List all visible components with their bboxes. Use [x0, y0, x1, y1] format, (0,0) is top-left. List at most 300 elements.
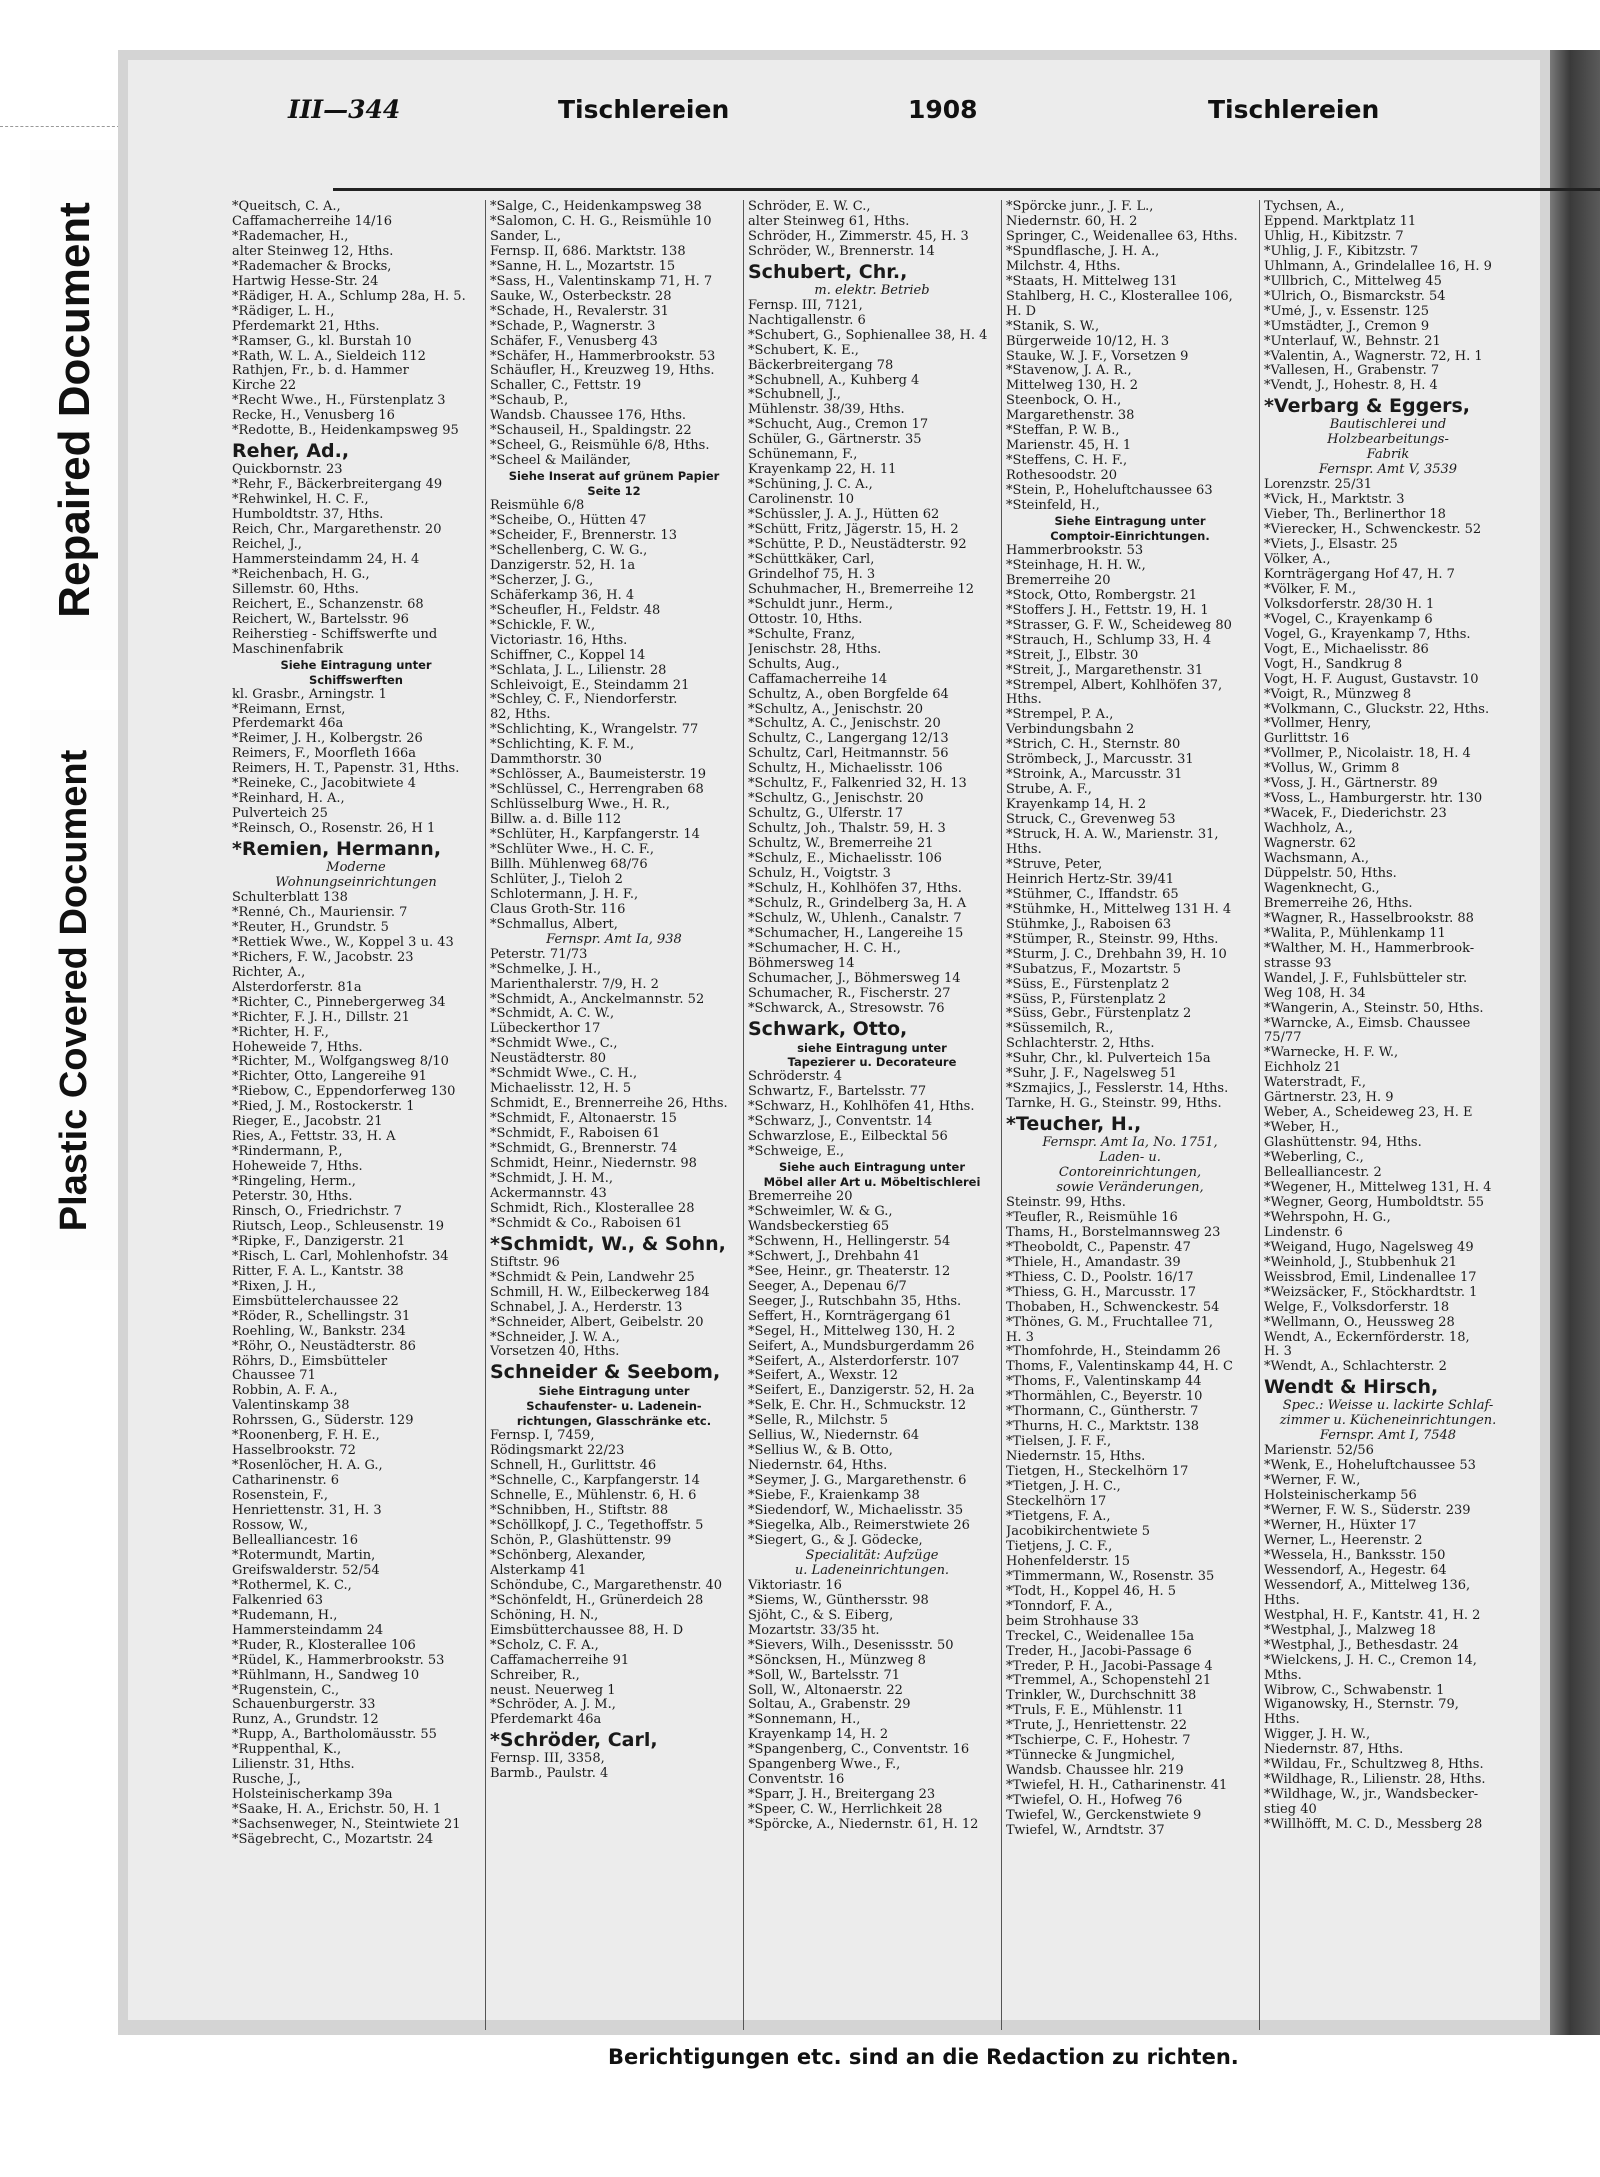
directory-entry: *Umstädter, J., Cremon 9 [1264, 319, 1430, 334]
directory-entry: *Wangerin, A., Steinstr. 50, Hths. [1264, 1001, 1484, 1016]
footer-note: Berichtigungen etc. sind an die Redaction zu richten. [608, 2045, 1239, 2069]
directory-entry: Steenbock, O. H., [1006, 394, 1122, 409]
directory-entry: Springer, C., Weidenallee 63, Hths. [1006, 229, 1238, 244]
directory-entry: Dammthorstr. 30 [490, 753, 602, 768]
directory-entry: *Schlüssel, C., Herrengraben 68 [490, 783, 704, 798]
directory-entry: Hths. [1006, 842, 1042, 857]
directory-entry: Michaelisstr. 12, H. 5 [490, 1082, 632, 1097]
directory-entry: *Ruder, R., Klosterallee 106 [232, 1638, 416, 1653]
directory-entry: *Ulrich, O., Bismarckstr. 54 [1264, 289, 1446, 304]
directory-entry: Fernsp. III, 3358, [490, 1752, 605, 1767]
directory-entry: Alsterkamp 41 [490, 1563, 587, 1578]
directory-entry: *Wacek, F., Diederichstr. 23 [1264, 807, 1447, 822]
directory-entry: Rossow, W., [232, 1519, 308, 1534]
directory-entry: Struck, C., Grevenweg 53 [1006, 813, 1176, 828]
directory-entry: Schmidt, Heinr., Niedernstr. 98 [490, 1157, 697, 1171]
directory-entry: *Rath, W. L. A., Sieldeich 112 [232, 349, 426, 364]
directory-entry: alter Steinweg 12, Hths. [232, 244, 394, 259]
directory-entry: *Rosenlöcher, H. A. G., [232, 1459, 383, 1474]
directory-entry: *Stavenow, J. A. R., [1006, 364, 1132, 379]
directory-entry: *Wellmann, O., Heussweg 28 [1264, 1315, 1455, 1330]
directory-entry: Vogt, H. F. August, Gustavstr. 10 [1264, 672, 1479, 687]
directory-entry: Margarethenstr. 38 [1006, 409, 1135, 424]
directory-entry: *Schubnell, J., [748, 388, 841, 403]
directory-entry: Holsteinischerkamp 56 [1264, 1489, 1417, 1504]
directory-entry: Schöning, H. N., [490, 1608, 599, 1623]
directory-entry: Stauke, W. J. F., Vorsetzen 9 [1006, 349, 1189, 364]
directory-entry: Fernspr. Amt V, 3539 [1318, 463, 1458, 478]
directory-entry: *Schley, C. F., Niendorferstr. [490, 693, 678, 708]
directory-entry: Pferdemarkt 46a [232, 717, 344, 732]
directory-entry: *Redotte, B., Heidenkampsweg 95 [232, 424, 459, 439]
directory-entry: *Rindermann, P., [232, 1145, 343, 1160]
cross-reference-note: Tapezierer u. Decorateure [787, 1055, 957, 1070]
directory-entry: Riutsch, Leop., Schleusenstr. 19 [232, 1219, 445, 1234]
plastic-covered-label-box [30, 710, 120, 1270]
directory-entry: Seifert, A., Mundsburgerdamm 26 [748, 1339, 975, 1354]
directory-entry: Schuhmacher, H., Bremerreihe 12 [748, 582, 975, 597]
directory-entry: Schultz, Carl, Heitmannstr. 56 [748, 747, 949, 762]
directory-entry: Thobaben, H., Schwenckestr. 54 [1006, 1300, 1220, 1315]
directory-entry: *Strich, C. H., Sternstr. 80 [1006, 738, 1181, 753]
directory-entry: *Schulz, E., Michaelisstr. 106 [748, 852, 942, 867]
directory-entry: *Schäfer, H., Hammerbrookstr. 53 [490, 349, 716, 364]
directory-entry: Mozartstr. 33/35 ht. [748, 1623, 880, 1638]
directory-entry: Hths. [1264, 1713, 1300, 1728]
directory-entry: *Sonnemann, H., [748, 1713, 861, 1728]
directory-entry: Marienthalerstr. 7/9, H. 2 [490, 977, 659, 992]
directory-entry: Tychsen, A., [1264, 200, 1345, 214]
directory-entry: Völker, A., [1264, 552, 1331, 567]
directory-entry: *Ruppenthal, K., [232, 1743, 342, 1758]
directory-entry: *Schneider, J. W. A., [490, 1330, 620, 1345]
directory-entry: Peterstr. 71/73 [490, 947, 588, 962]
directory-entry: H. D [1006, 304, 1037, 319]
directory-entry: 75/77 [1264, 1031, 1302, 1046]
directory-entry: *Reinhard, H. A., [232, 792, 345, 807]
directory-entry: *Twiefel, O. H., Hofweg 76 [1006, 1794, 1183, 1809]
directory-entry: *Stümper, R., Steinstr. 99, Hths. [1006, 932, 1219, 947]
directory-entry: *Thönes, G. M., Fruchtallee 71, [1006, 1315, 1214, 1330]
directory-entry: Böhmersweg 14 [748, 956, 855, 971]
directory-entry: Eichholz 21 [1264, 1061, 1342, 1076]
business-heading: Wendt & Hirsch, [1264, 1376, 1439, 1399]
directory-entry: *Reuter, H., Grundstr. 5 [232, 920, 389, 935]
directory-entry: *Schlüter, H., Karpfangerstr. 14 [490, 828, 700, 843]
directory-entry: Caffamacherreihe 14 [748, 672, 888, 687]
directory-entry: *Schmelke, J. H., [490, 962, 602, 977]
directory-entry: *Scholz, C. F. A., [490, 1638, 599, 1653]
directory-entry: *Wegener, H., Mittelweg 131, H. 4 [1264, 1181, 1492, 1195]
directory-entry: *Seifert, A., Wexstr. 12 [748, 1369, 899, 1384]
directory-entry: 82, Hths. [490, 708, 551, 723]
directory-entry: *Siegelka, Alb., Reimerstwiete 26 [748, 1519, 970, 1534]
directory-entry: *Schickle, F. W., [490, 618, 596, 633]
directory-entry: *Schwarz, J., Conventstr. 14 [748, 1115, 933, 1130]
directory-entry: Kornträgergang Hof 47, H. 7 [1264, 567, 1455, 582]
directory-entry: Lilienstr. 31, Hths. [232, 1758, 355, 1773]
directory-entry: *Scheibe, O., Hütten 47 [490, 514, 647, 529]
directory-entry: Schultz, Joh., Thalstr. 59, H. 3 [748, 822, 946, 837]
directory-entry: *Schellenberg, C. W. G., [490, 543, 648, 558]
directory-entry: *Wegner, Georg, Humboldtstr. 55 [1264, 1195, 1485, 1210]
directory-entry: Pulverteich 25 [232, 807, 328, 822]
book-spine [1550, 50, 1600, 2035]
directory-entry: *Scheel & Mailänder, [490, 454, 631, 469]
directory-entry: *Unterlauf, W., Behnstr. 21 [1264, 334, 1441, 349]
directory-entry: Danzigerstr. 52, H. 1a [490, 558, 636, 573]
directory-entry: *Scheel, G., Reismühle 6/8, Hths. [490, 439, 710, 454]
directory-entry: Moderne [326, 861, 386, 876]
directory-entry: *Salomon, C. H. G., Reismühle 10 [490, 214, 712, 229]
directory-entry: Bürgerweide 10/12, H. 3 [1006, 334, 1170, 349]
directory-entry: *Wendt, A., Schlachterstr. 2 [1264, 1360, 1447, 1375]
directory-entry: *Scherzer, J. G., [490, 573, 594, 588]
directory-entry: Fernspr. Amt I, 7548 [1319, 1429, 1457, 1444]
directory-entry: *Strempel, P. A., [1006, 708, 1114, 723]
directory-entry: *Voss, J. H., Gärtnerstr. 89 [1264, 777, 1438, 792]
directory-entry: Sauke, W., Osterbeckstr. 28 [490, 289, 672, 304]
directory-entry: *Thormann, C., Güntherstr. 7 [1006, 1405, 1199, 1420]
cross-reference-note: Comptoir-Einrichtungen. [1050, 528, 1210, 543]
directory-entry: *Thomfohrde, H., Steindamm 26 [1006, 1345, 1221, 1360]
directory-entry: Schultz, A., oben Borgfelde 64 [748, 687, 949, 702]
directory-entry: *Sanne, H. L., Mozartstr. 15 [490, 259, 676, 274]
directory-entry: Marienstr. 52/56 [1264, 1444, 1374, 1459]
directory-entry: *Theoboldt, C., Papenstr. 47 [1006, 1240, 1191, 1255]
directory-entry: *Rugenstein, C., [232, 1683, 340, 1698]
directory-entry: *Schulte, Franz, [748, 627, 856, 642]
directory-entry: Wandsb. Chaussee 176, Hths. [490, 409, 687, 424]
directory-entry: *Westphal, J., Malzweg 18 [1264, 1623, 1436, 1638]
directory-entry: Specialität: Aufzüge [805, 1548, 939, 1563]
directory-entry: *Wehrspohn, H. G., [1264, 1210, 1391, 1225]
directory-entry: Tarnke, H. G., Steinstr. 99, Hths. [1006, 1097, 1222, 1112]
directory-entry: Wagenknecht, G., [1264, 881, 1380, 896]
directory-entry: Krayenkamp 14, H. 2 [748, 1728, 889, 1743]
directory-entry: Rieger, E., Jacobstr. 21 [232, 1115, 383, 1130]
directory-entry: Seeger, A., Depenau 6/7 [748, 1279, 907, 1294]
directory-entry: Rohrssen, G., Süderstr. 129 [232, 1414, 414, 1429]
plastic-covered-label: Plastic Covered Document [53, 749, 96, 1231]
directory-entry: Schäufler, H., Kreuzweg 19, Hths. [490, 364, 715, 379]
directory-entry: *Riebow, C., Eppendorferweg 130 [232, 1085, 456, 1100]
directory-entry: Niedernstr. 15, Hths. [1006, 1450, 1146, 1465]
directory-entry: *Timmermann, W., Rosenstr. 35 [1006, 1569, 1215, 1584]
cross-reference-note: Möbel aller Art u. Möbeltischlerei [763, 1175, 981, 1190]
directory-entry: Fabrik [1366, 448, 1410, 463]
cross-reference-note: richtungen, Glasschränke etc. [516, 1414, 712, 1429]
directory-entry: *Tielsen, J. F. F., [1006, 1435, 1112, 1450]
directory-entry: *Tietgens, F. A., [1006, 1509, 1111, 1524]
directory-entry: *Vollmer, Henry, [1264, 717, 1372, 732]
directory-entry: *Schütt, Fritz, Jägerstr. 15, H. 2 [748, 523, 959, 538]
directory-entry: Strube, A. F., [1006, 783, 1092, 798]
header-rule [333, 188, 1600, 191]
directory-entry: Schlüsselburg Wwe., H. R., [490, 798, 670, 813]
directory-entry: Thoms, F., Valentinskamp 44, H. C [1006, 1360, 1233, 1375]
directory-entry: Schumacher, R., Fischerstr. 27 [748, 986, 951, 1001]
directory-entry: Spec.: Weisse u. lackirte Schlaf- [1282, 1399, 1494, 1414]
directory-entry: *Thormählen, C., Beyerstr. 10 [1006, 1390, 1203, 1405]
directory-entry: *Steffan, P. W. B., [1006, 424, 1120, 439]
directory-entry: *Schöllkopf, J. C., Tegethoffstr. 5 [490, 1519, 704, 1534]
directory-entry: Eimsbütterchaussee 88, H. D [490, 1623, 684, 1638]
directory-entry: *Sachsenweger, N., Steintwiete 21 [232, 1818, 461, 1833]
directory-entry: Stiftstr. 96 [490, 1255, 560, 1270]
directory-entry: *Stühmke, H., Mittelweg 131 H. 4 [1006, 902, 1232, 917]
directory-entry: *Werner, H., Hüxter 17 [1264, 1519, 1417, 1534]
directory-entry: *Ramser, G., kl. Burstah 10 [232, 334, 412, 349]
directory-entry: Jenischstr. 28, Hths. [748, 642, 882, 657]
directory-entry: Wandsbeckerstieg 65 [748, 1219, 890, 1234]
directory-entry: *Wenk, E., Hoheluftchaussee 53 [1264, 1459, 1476, 1474]
directory-entry: *Rettiek Wwe., W., Koppel 3 u. 43 [232, 935, 454, 950]
directory-entry: *Richter, F. J. H., Dillstr. 21 [232, 1010, 410, 1025]
directory-entry: Catharinenstr. 6 [232, 1474, 340, 1489]
directory-entry: Waterstradt, F., [1264, 1076, 1367, 1091]
directory-entry: *Schmidt & Co., Raboisen 61 [490, 1216, 683, 1231]
directory-entry: *Truls, F. E., Mühlenstr. 11 [1006, 1704, 1184, 1719]
directory-entry: *Streit, J., Elbstr. 30 [1006, 648, 1139, 663]
directory-entry: Recke, H., Venusberg 16 [232, 409, 395, 424]
business-heading: *Remien, Hermann, [232, 838, 442, 861]
directory-entry: Vogt, E., Michaelisstr. 86 [1264, 642, 1429, 657]
directory-entry: *Steinhage, H. H. W., [1006, 558, 1146, 573]
business-heading: *Schröder, Carl, [490, 1729, 658, 1752]
directory-entry: Vieber, Th., Berlinerthor 18 [1264, 508, 1446, 523]
directory-entry: Wachholz, A., [1264, 822, 1353, 837]
directory-entry: *Stock, Otto, Rombergstr. 21 [1006, 588, 1198, 603]
directory-entry: *Reinsch, O., Rosenstr. 26, H 1 [232, 822, 436, 837]
directory-entry: *Rixen, J. H., [232, 1279, 317, 1294]
directory-entry: Rinsch, O., Friedrichstr. 7 [232, 1205, 402, 1219]
crop-mark [0, 126, 120, 127]
directory-entry: *Thiess, C. D., Poolstr. 16/17 [1006, 1270, 1194, 1285]
directory-entry: *Thiele, H., Amandastr. 39 [1006, 1255, 1181, 1270]
directory-entry: Greifswalderstr. 52/54 [232, 1563, 380, 1578]
directory-entry: Claus Groth-Str. 116 [490, 902, 626, 917]
directory-entry: *Rademacher & Brocks, [232, 259, 392, 274]
directory-entry: *See, Heinr., gr. Theaterstr. 12 [748, 1264, 951, 1279]
directory-entry: Hoheweide 7, Hths. [232, 1040, 363, 1055]
directory-entry: Laden- u. [1099, 1151, 1161, 1166]
directory-entry: *Schucht, Aug., Cremon 17 [748, 418, 929, 433]
directory-entry: *Schade, H., Revalerstr. 31 [490, 304, 669, 319]
directory-entry: Spangenberg Wwe., F., [748, 1758, 901, 1773]
directory-entry: *Schwenn, H., Hellingerstr. 54 [748, 1234, 951, 1249]
directory-entry: Lorenzstr. 25/31 [1264, 478, 1372, 493]
directory-entry: beim Strohhause 33 [1006, 1614, 1139, 1629]
directory-entry: neust. Neuerweg 1 [490, 1683, 616, 1698]
section-title-right: Tischlereien [1208, 95, 1380, 124]
business-heading: Reher, Ad., [232, 440, 350, 463]
directory-entry: *Schlüter Wwe., H. C. F., [490, 842, 655, 857]
directory-entry: u. Ladeneinrichtungen. [794, 1563, 950, 1578]
directory-entry: Hths. [1264, 1593, 1300, 1608]
directory-entry: Schleivoigt, E., Steindamm 21 [490, 678, 690, 693]
directory-entry: *Strempel, Albert, Kohlhöfen 37, [1006, 678, 1223, 693]
directory-entry: Fernsp. III, 7121, [748, 298, 863, 313]
directory-entry: Nachtigallenstr. 6 [748, 313, 866, 328]
column-3 [744, 200, 1000, 2030]
directory-entry: *Reineke, C., Jacobitwiete 4 [232, 777, 416, 792]
directory-entry: Hths. [1006, 693, 1042, 708]
directory-entry: Schaller, C., Fettstr. 19 [490, 379, 642, 394]
directory-entry: Schwartz, F., Bartelsstr. 77 [748, 1085, 927, 1100]
directory-entry: Volksdorferstr. 28/30 H. 1 [1264, 597, 1435, 612]
directory-entry: *Wagner, R., Hasselbrookstr. 88 [1264, 911, 1474, 926]
directory-entry: *Selk, E. Chr. H., Schmuckstr. 12 [748, 1399, 967, 1414]
directory-entry: Lindenstr. 6 [1264, 1225, 1343, 1240]
directory-entry: Rusche, J., [232, 1773, 301, 1788]
directory-entry: *Schwert, J., Drehbahn 41 [748, 1249, 921, 1264]
directory-entry: *Rademacher, H., [232, 229, 349, 244]
directory-entry: *Queitsch, C. A., [232, 200, 341, 214]
cross-reference-note: Seite 12 [587, 484, 641, 499]
directory-entry: stieg 40 [1264, 1803, 1317, 1818]
directory-entry: *Wildhage, R., Lilienstr. 28, Hths. [1264, 1773, 1486, 1788]
directory-entry: *Richter, H. F., [232, 1025, 329, 1040]
directory-entry: Uhlig, H., Kibitzstr. 7 [1264, 229, 1404, 244]
directory-entry: Reichel, J., [232, 538, 302, 553]
directory-entry: *Schweige, E., [748, 1145, 845, 1160]
directory-entry: *Ullbrich, C., Mittelweg 45 [1264, 274, 1442, 289]
directory-entry: *Weizsäcker, F., Stöckhardtstr. 1 [1264, 1285, 1478, 1300]
directory-entry: Rothesoodstr. 20 [1006, 469, 1118, 484]
directory-entry: Uhlmann, A., Grindelallee 16, H. 9 [1264, 259, 1492, 274]
directory-entry: kl. Grasbr., Arningstr. 1 [232, 687, 387, 702]
directory-entry: *Schmidt, G., Brennerstr. 74 [490, 1142, 678, 1157]
directory-entry: Schröder, H., Zimmerstr. 45, H. 3 [748, 229, 969, 244]
directory-entry: *Rädiger, L. H., [232, 304, 335, 319]
directory-entry: Ottostr. 10, Hths. [748, 612, 863, 627]
directory-entry: Sjöht, C., & S. Eiberg, [748, 1608, 894, 1623]
directory-entry: Seffert, H., Kornträgergang 61 [748, 1309, 952, 1324]
directory-entry: *Schubert, K. E., [748, 343, 859, 358]
directory-entry: Reich, Chr., Margarethenstr. 20 [232, 523, 442, 538]
directory-entry: *Rehr, F., Bäckerbreitergang 49 [232, 478, 443, 493]
directory-entry: Viktoriastr. 16 [748, 1578, 842, 1593]
directory-entry: *Schauseil, H., Spaldingstr. 22 [490, 424, 692, 439]
directory-entry: Vogt, H., Sandkrug 8 [1264, 657, 1403, 672]
directory-entry: Hammersteindamm 24, H. 4 [232, 552, 420, 567]
directory-entry: *Warncke, A., Eimsb. Chaussee [1264, 1016, 1471, 1031]
directory-entry: Thams, H., Borstelmannsweg 23 [1006, 1225, 1221, 1240]
directory-entry: *Süss, E., Fürstenplatz 2 [1006, 977, 1170, 992]
directory-entry: Schlotermann, J. H. F., [490, 887, 639, 902]
directory-entry: Bremerreihe 20 [1006, 573, 1111, 588]
directory-entry: *Schmidt, A., Anckelmannstr. 52 [490, 992, 705, 1007]
directory-entry: alter Steinweg 61, Hths. [748, 214, 910, 229]
cross-reference-note: Siehe auch Eintragung unter [778, 1160, 966, 1175]
directory-entry: *Stanik, S. W., [1006, 319, 1100, 334]
directory-entry: *Steinfeld, H., [1006, 499, 1100, 514]
directory-entry: *Rothermel, K. C., [232, 1578, 352, 1593]
directory-entry: *Schaub, P., [490, 394, 569, 409]
directory-entry: Hasselbrookstr. 72 [232, 1444, 356, 1459]
directory-entry: Bellealliancestr. 16 [232, 1533, 359, 1548]
directory-entry: Niedernstr. 60, H. 2 [1006, 214, 1138, 229]
directory-entry: Trinkler, W., Durchschnitt 38 [1006, 1689, 1197, 1704]
directory-entry: *Vollmer, P., Nicolaistr. 18, H. 4 [1264, 747, 1471, 762]
directory-entry: Fernsp. I, 7459, [490, 1429, 595, 1444]
directory-entry: Runz, A., Grundstr. 12 [232, 1713, 379, 1728]
directory-entry: Schröder, E. W. C., [748, 200, 871, 214]
directory-entry: Lübeckerthor 17 [490, 1022, 601, 1037]
directory-entry: Weissbrod, Emil, Lindenallee 17 [1264, 1270, 1477, 1285]
directory-entry: *Sellius W., & B. Otto, [748, 1444, 893, 1459]
directory-entry: Fernsp. II, 686. Marktstr. 138 [490, 244, 686, 259]
directory-entry: *Umé, J., v. Essenstr. 125 [1264, 304, 1430, 319]
directory-entry: *Süssemilch, R., [1006, 1022, 1114, 1037]
directory-entry: *Siems, W., Günthersstr. 98 [748, 1593, 929, 1608]
directory-entry: *Schuldt junr., Herm., [748, 597, 894, 612]
directory-entry: *Schultz, F., Falkenried 32, H. 13 [748, 777, 967, 792]
directory-entry: *Schwarck, A., Stresowstr. 76 [748, 1001, 945, 1016]
directory-entry: Schmidt, E., Brennerreihe 26, Hths. [490, 1097, 728, 1112]
directory-entry: *Schönfeldt, H., Grünerdeich 28 [490, 1593, 704, 1608]
directory-entry: *Sievers, Wilh., Desenissstr. 50 [748, 1638, 954, 1653]
directory-entry: *Schmidt Wwe., C. H., [490, 1067, 638, 1082]
directory-entry: Krayenkamp 22, H. 11 [748, 463, 897, 478]
directory-entry: Billw. a. d. Bille 112 [490, 813, 622, 828]
directory-entry: *Reichenbach, H. G., [232, 567, 370, 582]
directory-entry: *Schmidt Wwe., C., [490, 1037, 618, 1052]
directory-entry: Wagnerstr. 62 [1264, 837, 1357, 852]
directory-entry: Grindelhof 75, H. 3 [748, 567, 876, 582]
directory-entry: Eimsbüttelerchaussee 22 [232, 1294, 399, 1309]
directory-entry: Weber, A., Scheideweg 23, H. E [1264, 1106, 1473, 1121]
directory-entry: Mittelweg 130, H. 2 [1006, 379, 1138, 394]
directory-entry: *Ried, J. M., Rostockerstr. 1 [232, 1100, 415, 1115]
directory-entry: Schröderstr. 4 [748, 1070, 843, 1085]
directory-entry: Robbin, A. F. A., [232, 1384, 338, 1399]
directory-entry: Steckelhörn 17 [1006, 1495, 1107, 1510]
directory-entry: *Ripke, F., Danzigerstr. 21 [232, 1234, 406, 1249]
directory-entry: Bremerreihe 20 [748, 1190, 853, 1205]
directory-entry: Schreiber, R., [490, 1668, 580, 1683]
directory-entry: *Speer, C. W., Herrlichkeit 28 [748, 1803, 943, 1818]
directory-entry: *Rühlmann, H., Sandweg 10 [232, 1668, 420, 1683]
repaired-label-box [30, 150, 120, 670]
directory-entry: Schöndube, C., Margarethenstr. 40 [490, 1578, 723, 1593]
cross-reference-note: Siehe Eintragung unter [280, 657, 432, 672]
directory-entry: *Spörcke, A., Niedernstr. 61, H. 12 [748, 1818, 979, 1833]
directory-entry: *Weberling, C., [1264, 1151, 1364, 1166]
directory-entry: Rosenstein, F., [232, 1489, 328, 1504]
directory-entry: *Weinhold, J., Stubbenhuk 21 [1264, 1255, 1458, 1270]
directory-entry: *Teufler, R., Reismühle 16 [1006, 1210, 1178, 1225]
directory-entry: Tietgen, H., Steckelhörn 17 [1006, 1465, 1189, 1480]
directory-entry: *Voss, L., Hamburgerstr. htr. 130 [1264, 792, 1483, 807]
directory-entry: Twiefel, W., Gerckenstwiete 9 [1006, 1809, 1202, 1824]
directory-entry: *Richter, C., Pinnebergerweg 34 [232, 995, 446, 1010]
directory-entry: Schumacher, J., Böhmersweg 14 [748, 971, 961, 986]
directory-entry: *Richter, Otto, Langereihe 91 [232, 1070, 427, 1085]
directory-entry: *Rupp, A., Bartholomäusstr. 55 [232, 1728, 437, 1743]
directory-entry: Hartwig Hesse-Str. 24 [232, 274, 379, 289]
directory-entry: *Vogel, C., Krayenkamp 6 [1264, 612, 1433, 627]
directory-entry: Stühmke, J., Raboisen 63 [1006, 917, 1172, 932]
cross-reference-note: Siehe Eintragung unter [1054, 514, 1206, 529]
directory-entry: *Spangenberg, C., Conventstr. 16 [748, 1743, 970, 1758]
directory-entry: *Scheider, F., Brennerstr. 13 [490, 528, 677, 543]
directory-entry: *Richers, F. W., Jacobstr. 23 [232, 950, 414, 965]
section-title-left: Tischlereien [558, 95, 730, 124]
directory-entry: *Schultz, A., Jenischstr. 20 [748, 702, 923, 717]
directory-entry: Soll, W., Altonaerstr. 22 [748, 1683, 903, 1698]
